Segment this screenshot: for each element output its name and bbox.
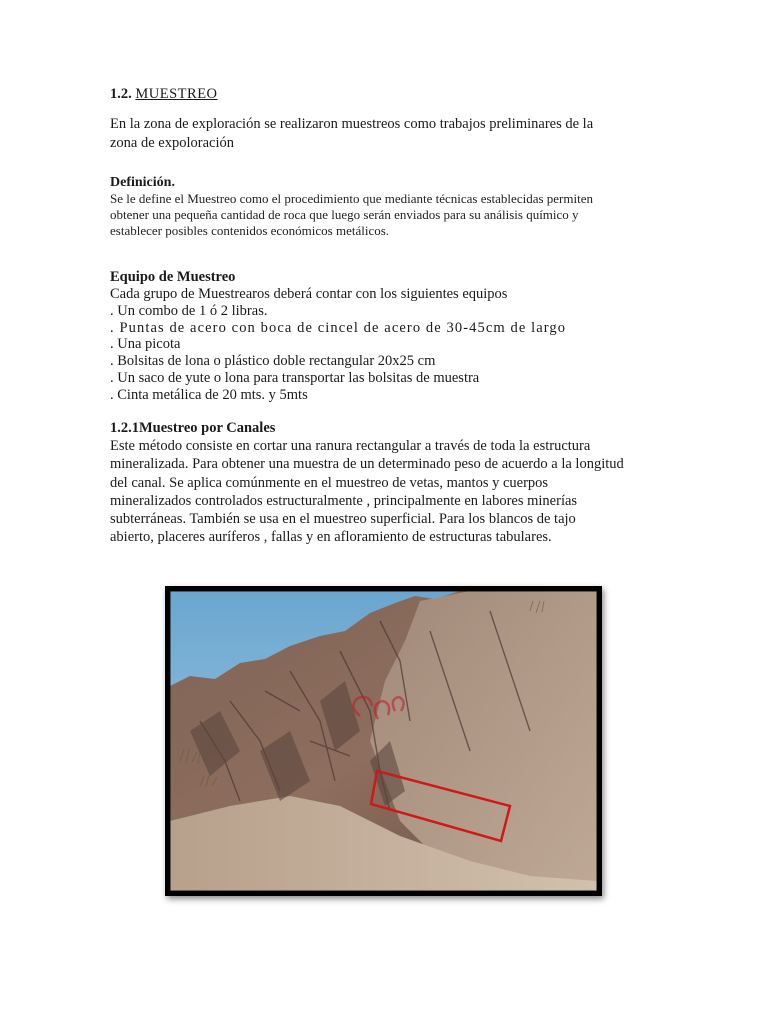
list-item: . Bolsitas de lona o plástico doble rectangular 20x25 cm xyxy=(110,353,436,370)
list-item: . Un saco de yute o lona para transportar las bolsitas de muestra xyxy=(110,369,480,386)
intro-paragraph xyxy=(110,115,593,153)
channel-line: del canal. Se aplica comúnmente en el muestreo de vetas, mantos y cuerpos xyxy=(110,474,549,491)
channel-line: mineralizados controlados estructuralmente , principalmente en labores minerías xyxy=(110,492,578,509)
definition-paragraph xyxy=(110,191,593,239)
rock-outcrop-photo xyxy=(165,586,602,896)
list-item: . Cinta metálica de 20 mts. y 5mts xyxy=(110,386,308,403)
list-item: . Un combo de 1 ó 2 libras. xyxy=(110,302,268,319)
rock-outcrop-image xyxy=(170,591,597,891)
definition-line: Se le define el Muestreo como el procedimiento que mediante técnicas establecidas permiten xyxy=(110,191,593,206)
definition-heading: Definición. xyxy=(110,175,175,190)
subsection-heading: 1.2.1Muestreo por Canales xyxy=(110,420,276,436)
section-heading xyxy=(110,86,218,103)
channel-line: abierto, placeres auríferos , fallas y en afloramiento de estructuras tabulares. xyxy=(110,529,552,546)
list-item: . Una picota xyxy=(110,336,181,353)
channel-line: subterráneas. También se usa en el muestreo superficial. Para los blancos de tajo xyxy=(110,511,576,528)
section-title: MUESTREO xyxy=(135,86,218,102)
channel-line: mineralizada. Para obtener una muestra de un determinado peso de acuerdo a la longitud xyxy=(110,456,624,473)
intro-line: En la zona de exploración se realizaron muestreos como trabajos preliminares de la xyxy=(110,116,594,132)
definition-line: establecer posibles contenidos económicos metálicos. xyxy=(110,223,390,238)
intro-line: zona de expoloración xyxy=(110,135,235,151)
definition-line: obtener una pequeña cantidad de roca que luego serán enviados para su análisis químico y xyxy=(110,207,579,222)
equipment-list xyxy=(110,286,566,404)
list-item: . Puntas de acero con boca de cincel de acero de 30-45cm de largo xyxy=(110,319,567,336)
channel-paragraph xyxy=(110,437,624,547)
equipment-heading: Equipo de Muestreo xyxy=(110,269,236,285)
section-number: 1.2. xyxy=(110,86,132,102)
channel-line: Este método consiste en cortar una ranura rectangular a través de toda la estructura xyxy=(110,438,591,454)
equipment-intro: Cada grupo de Muestrearos deberá contar con los siguientes equipos xyxy=(110,286,508,302)
